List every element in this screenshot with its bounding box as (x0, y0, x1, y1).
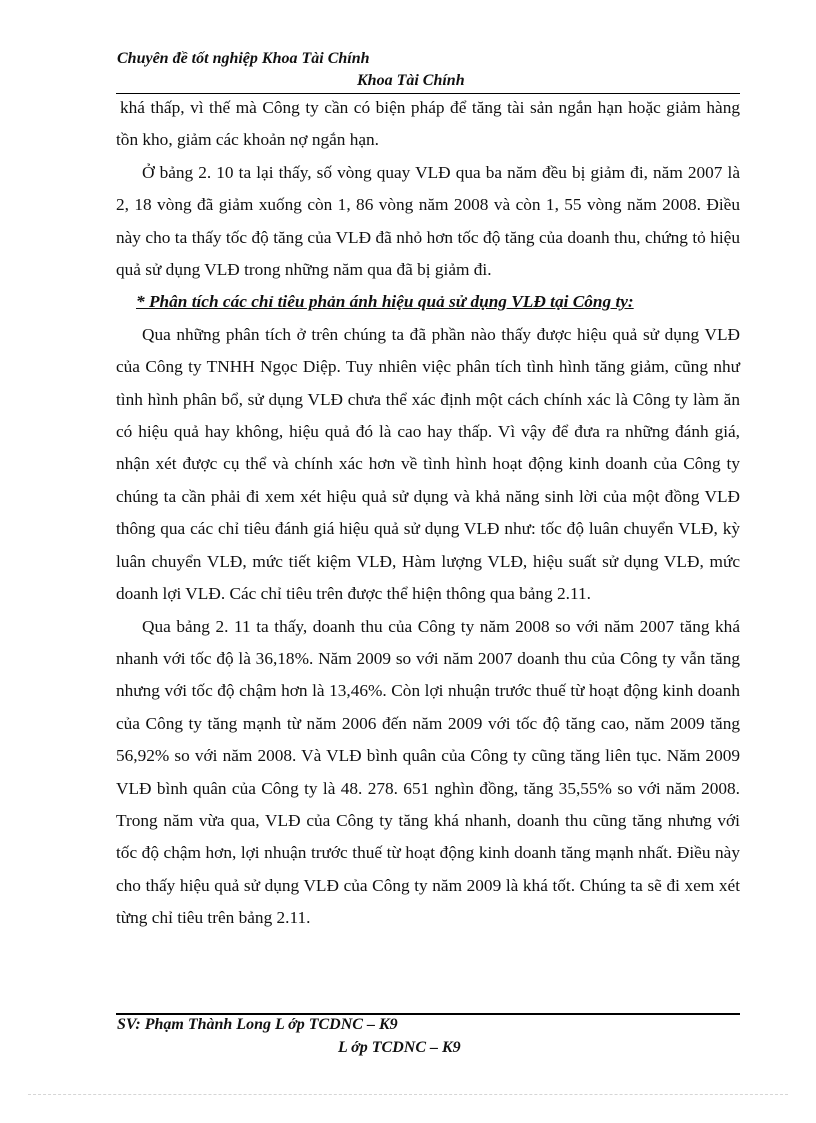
page-header-title: Chuyên đề tốt nghiệp Khoa Tài Chính (117, 50, 370, 67)
section-heading: * Phân tích các chỉ tiêu phản ánh hiệu quả sử dụng VLĐ tại Công ty: (136, 292, 634, 312)
paragraph-2: Ở bảng 2. 10 ta lại thấy, số vòng quay VLĐ qua ba năm đều bị giảm đi, năm 2007 là 2, 18 vòng đã giảm xuống còn 1, 86 vòng năm 2008 và còn 1, 55 vòng năm 2008. Điều này cho ta thấy tốc độ tăng của VLĐ đã nhỏ hơn tốc độ tăng của doanh thu, chứng tỏ hiệu quả sử dụng VLĐ trong những năm qua đã bị giảm đi. (116, 162, 740, 280)
document-body (116, 92, 740, 935)
page-header-faculty: Khoa Tài Chính (357, 72, 465, 89)
paragraph-4: Qua bảng 2. 11 ta thấy, doanh thu của Công ty năm 2008 so với năm 2007 tăng khá nhanh với tốc độ là 36,18%. Năm 2009 so với năm 2007 doanh thu của Công ty vẫn tăng nhưng với tốc độ chậm hơn là 13,46%. Còn lợi nhuận trước thuế từ hoạt động kinh doanh của Công ty tăng mạnh từ năm 2006 đến năm 2009 với tốc độ tăng cao, năm 2009 tăng 56,92% so với năm 2008. Và VLĐ bình quân của Công ty cũng tăng liên tục. Năm 2009 VLĐ bình quân của Công ty là 48. 278. 651 nghìn đồng, tăng 35,55% so với năm 2008. Trong năm vừa qua, VLĐ của Công ty tăng khá nhanh, doanh thu cũng tăng nhưng với tốc độ chậm hơn, lợi nhuận trước thuế từ hoạt động kinh doanh tăng mạnh nhất. Điều này cho thấy hiệu quả sử dụng VLĐ của Công ty năm 2009 là khá tốt. Chúng ta sẽ đi xem xét từng chỉ tiêu trên bảng 2.11. (116, 616, 740, 928)
page-footer-class: L ớp TCDNC – K9 (338, 1039, 461, 1056)
page-break-line (28, 1094, 788, 1095)
paragraph-3: Qua những phân tích ở trên chúng ta đã phần nào thấy được hiệu quả sử dụng VLĐ của Công ty TNHH Ngọc Diệp. Tuy nhiên việc phân tích tình hình tăng giảm, cũng như tình hình phân bổ, sử dụng VLĐ chưa thể xác định một cách chính xác là Công ty làm ăn có hiệu quả hay không, hiệu quả đó là cao hay thấp. Vì vậy để đưa ra những đánh giá, nhận xét được cụ thể và chính xác hơn về tình hình hoạt động kinh doanh của Công ty chúng ta cần phải đi xem xét hiệu quả sử dụng và khả năng sinh lời của một đồng VLĐ thông qua các chỉ tiêu đánh giá hiệu quả sử dụng VLĐ như: tốc độ luân chuyển VLĐ, kỳ luân chuyển VLĐ, mức tiết kiệm VLĐ, Hàm lượng VLĐ, hiệu suất sử dụng VLĐ, mức doanh lợi VLĐ. Các chỉ tiêu trên được thể hiện thông qua bảng 2.11. (116, 324, 740, 604)
footer-divider (116, 1013, 740, 1015)
paragraph-1: khá thấp, vì thế mà Công ty cần có biện pháp để tăng tài sản ngắn hạn hoặc giảm hàng tồn kho, giảm các khoản nợ ngắn hạn. (116, 98, 740, 150)
page-footer-student: SV: Phạm Thành Long L ớp TCDNC – K9 (117, 1016, 398, 1033)
